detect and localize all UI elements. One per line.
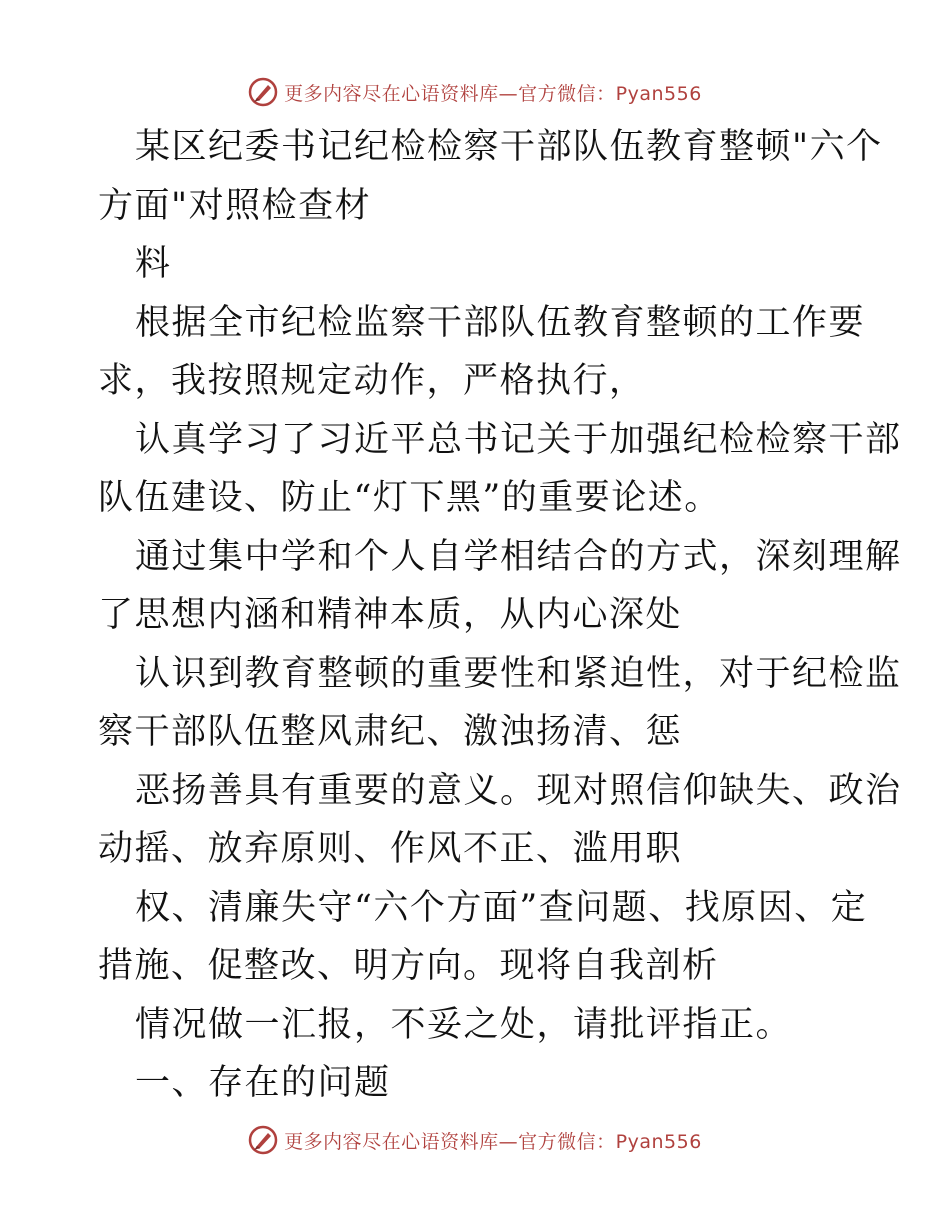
banner-text: 更多内容尽在心语资料库—官方微信：Pyan556: [284, 82, 702, 105]
banner-text: 更多内容尽在心语资料库—官方微信：Pyan556: [284, 1130, 702, 1153]
pen-logo-icon: [248, 77, 278, 107]
paragraph-line: 措施、促整改、明方向。现将自我剖析: [98, 946, 719, 986]
footer-banner: [0, 1120, 950, 1160]
title-line: 某区纪委书记纪检检察干部队伍教育整顿"六个: [135, 127, 883, 167]
paragraph-line: 根据全市纪检监察干部队伍教育整顿的工作要: [135, 302, 866, 343]
title-line: 方面"对照检查材: [98, 185, 372, 226]
paragraph-line: 恶扬善具有重要的意义。现对照信仰缺失、政治: [135, 770, 902, 811]
paragraph-line: 情况做一汇报，不妥之处，请批评指正。: [135, 1004, 793, 1045]
paragraph-line: 权、清廉失守“六个方面”查问题、找原因、定: [135, 887, 868, 928]
title-line: 料: [135, 244, 172, 284]
section-heading: 一、存在的问题: [135, 1063, 391, 1103]
paragraph-line: 认识到教育整顿的重要性和紧迫性，对于纪检监: [135, 653, 902, 694]
paragraph-line: 动摇、放弃原则、作风不正、滥用职: [98, 829, 683, 869]
paragraph-line: 求，我按照规定动作，严格执行，: [98, 361, 646, 401]
paragraph-line: 队伍建设、防止“灯下黑”的重要论述。: [98, 478, 721, 518]
pen-logo-icon: [248, 1125, 278, 1155]
paragraph-line: 通过集中学和个人自学相结合的方式，深刻理解: [135, 536, 902, 577]
paragraph-line: 了思想内涵和精神本质，从内心深处: [98, 595, 683, 635]
paragraph-line: 认真学习了习近平总书记关于加强纪检检察干部: [135, 419, 902, 460]
paragraph-line: 察干部队伍整风肃纪、激浊扬清、惩: [98, 712, 683, 752]
header-banner: [0, 72, 950, 112]
document-body: [98, 118, 902, 1113]
